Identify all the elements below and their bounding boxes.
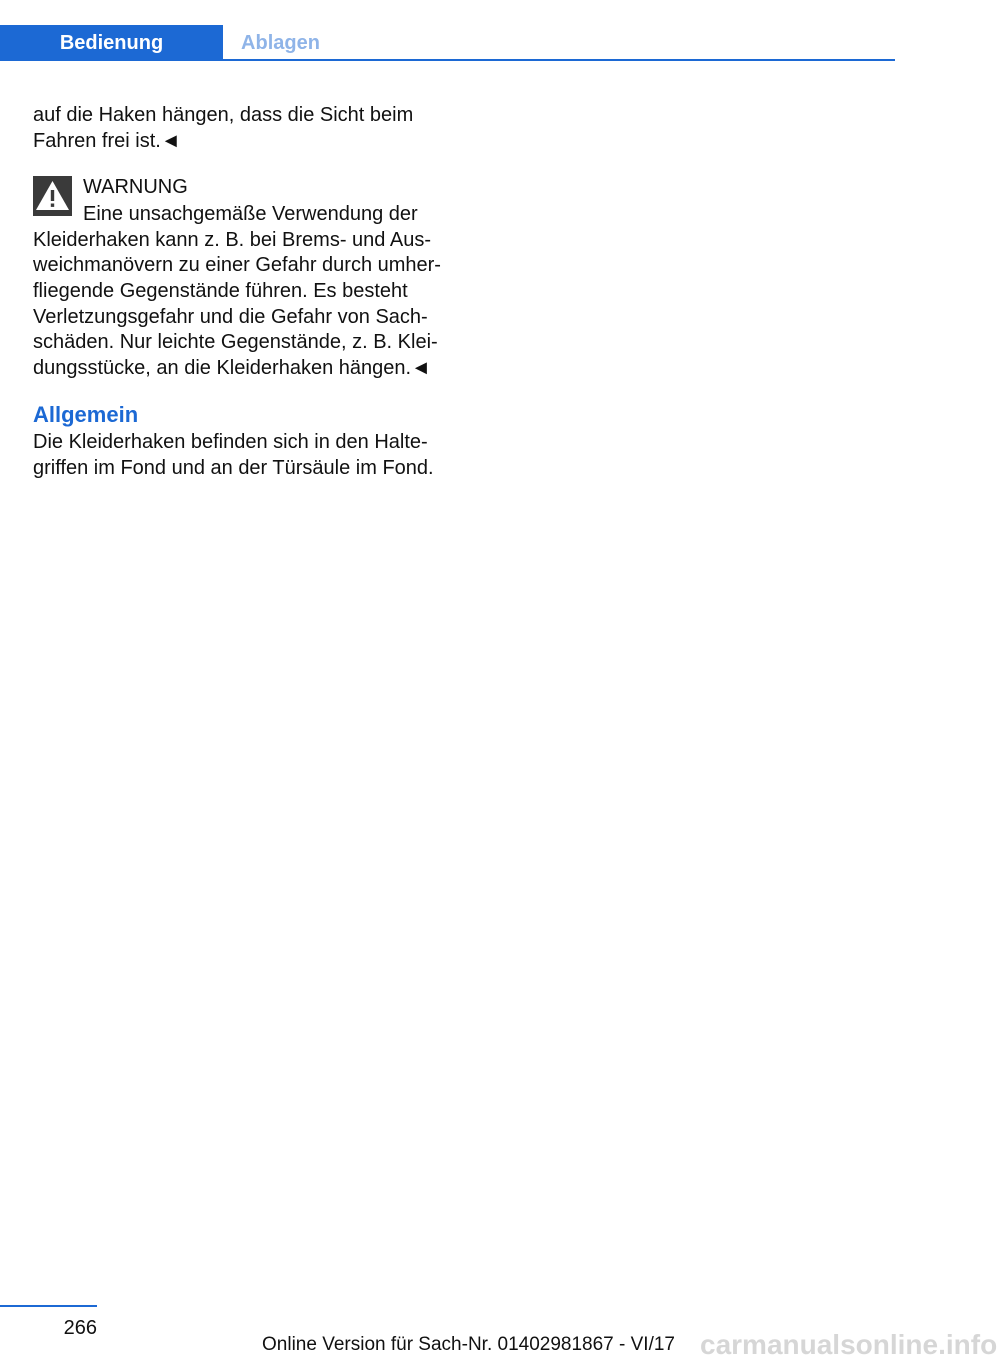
footer-divider: [0, 1305, 97, 1307]
section-line: griffen im Fond und an der Türsäule im Fond.: [33, 456, 434, 479]
intro-line: Fahren frei ist.◄: [33, 129, 181, 152]
warning-title: WARNUNG: [83, 176, 188, 199]
warning-line: Eine unsachgemäße Verwendung der: [83, 203, 418, 226]
online-version-label: Online Version für Sach-Nr. 01402981867 - VI/17: [262, 1334, 675, 1355]
warning-block: [33, 172, 443, 381]
page-content: [33, 103, 443, 482]
warning-line: weichmanövern zu einer Gefahr durch umher-: [33, 254, 441, 277]
section-line: Die Kleiderhaken befinden sich in den Halte-: [33, 431, 428, 454]
warning-triangle-icon: [33, 176, 72, 216]
warning-line: fliegende Gegenstände führen. Es besteht: [33, 279, 408, 302]
tab-bedienung[interactable]: Bedienung: [0, 25, 223, 59]
chapter-header: [0, 25, 895, 61]
section-paragraph: [33, 430, 443, 481]
warning-line: schäden. Nur leichte Gegenstände, z. B. Klei-: [33, 331, 438, 354]
section-heading: Allgemein: [33, 402, 139, 428]
page-number: 266: [63, 1317, 97, 1339]
warning-line: Kleiderhaken kann z. B. bei Brems- und Aus-: [33, 228, 431, 251]
intro-paragraph: [33, 103, 443, 154]
watermark: carmanualsonline.info: [700, 1329, 997, 1360]
warning-line: dungsstücke, an die Kleiderhaken hängen.◄: [33, 356, 431, 379]
warning-line: Verletzungsgefahr und die Gefahr von Sach-: [33, 305, 428, 328]
warning-text: [33, 202, 443, 381]
intro-line: auf die Haken hängen, dass die Sicht beim: [33, 104, 414, 126]
tab-ablagen[interactable]: Ablagen: [241, 32, 320, 54]
